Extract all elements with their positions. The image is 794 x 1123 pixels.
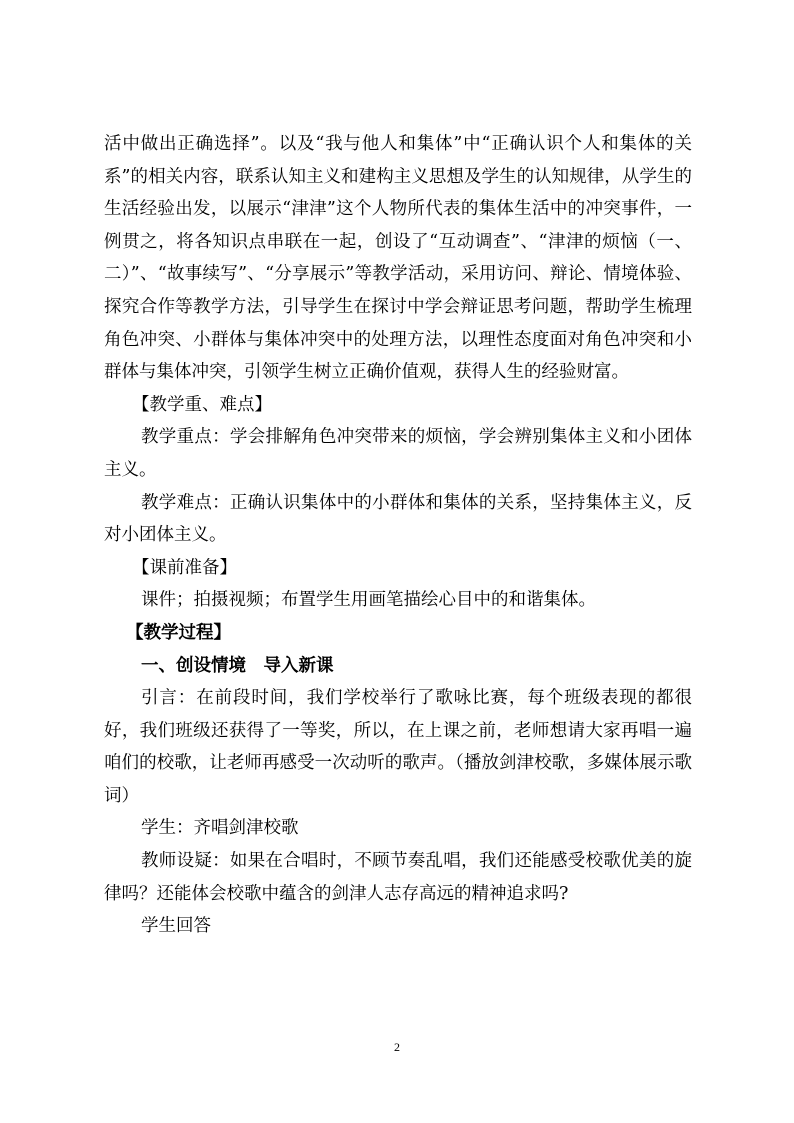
lead-in-paragraph: 引言：在前段时间，我们学校举行了歌咏比赛，每个班级表现的都很好，我们班级还获得了一等奖，所以，在上课之前，老师想请大家再唱一遍咱们的校歌，让老师再感受一次动听的歌声。（播放剑津校歌，多媒体展示歌词）	[104, 688, 692, 806]
intro-paragraph: 活中做出正确选择”。以及“我与他人和集体”中“正确认识个人和集体的关系”的相关内容，联系认知主义和建构主义思想及学生的认知规律，从学生的生活经验出发，以展示“津津”这个人物所代表的集体生活中的冲突事件，一例贯之，将各知识点串联在一起，创设了“互动调查”、“津津的烦恼（一、二）”、“故事续写”、“分享展示”等教学活动，采用访问、辩论、情境体验、探究合作等教学方法，引导学生在探讨中学会辩证思考问题，帮助学生梳理角色冲突、小群体与集体冲突中的处理方法，以理性态度面对角色冲突和小群体与集体冲突，引领学生树立正确价值观，获得人生的经验财富。	[104, 134, 692, 383]
key-point-paragraph: 教学重点：学会排解角色冲突带来的烦恼，学会辨别集体主义和小团体主义。	[104, 427, 692, 480]
students-answer-paragraph: 学生回答	[141, 916, 211, 937]
step1-title: 一、创设情境 导入新课	[141, 655, 334, 676]
preparation-paragraph: 课件；拍摄视频；布置学生用画笔描绘心目中的和谐集体。	[141, 590, 596, 611]
section-heading-preparation: 【课前准备】	[132, 557, 237, 578]
page-number: 2	[394, 1040, 400, 1054]
students-sing-paragraph: 学生：齐唱剑津校歌	[141, 818, 299, 839]
document-body	[104, 128, 692, 943]
section-heading-key-points: 【教学重、难点】	[132, 394, 272, 415]
difficulty-paragraph: 教学难点：正确认识集体中的小群体和集体的关系，坚持集体主义，反对小团体主义。	[104, 492, 692, 546]
section-heading-process: 【教学过程】	[126, 622, 231, 643]
teacher-question-paragraph: 教师设疑：如果在合唱时，不顾节奏乱唱，我们还能感受校歌优美的旋律吗？还能体会校歌中蕴含的剑津人志存高远的精神追求吗?	[104, 851, 692, 904]
